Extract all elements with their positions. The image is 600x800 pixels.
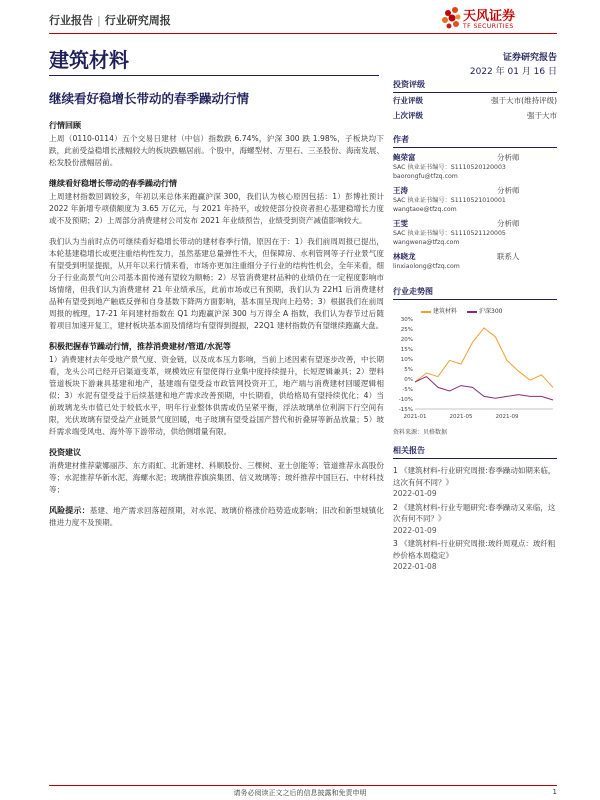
related-report-date: 2022-01-08 [393,562,437,571]
rating-previous [393,108,557,123]
related-report-title: 3 《建筑材料-行业研究周报:玻纤周观点：玻纤粗纱价格本周稳定》 [393,539,556,560]
author-role: 分析师 [497,186,520,195]
section-paragraph: 消费建材推荐蒙娜丽莎、东方雨虹、北新建材、科顺股份、三棵树、亚士创能等；管道推荐永高股份等；水泥推荐华新水泥、海螺水泥；玻璃推荐旗滨集团、信义玻璃等；玻纤推荐中国巨石、中材科技等； [49,461,384,494]
x-tick-label: 2021-01 [403,414,427,420]
author-role: 联系人 [497,252,520,261]
main-body [49,120,384,538]
series-line-building-materials [415,328,553,387]
y-tick-label: 5% [404,367,413,373]
related-report-date: 2022-01-09 [393,489,437,498]
section-heading: 继续看好稳增长带动的春季躁动行情 [49,179,177,188]
author-name-row [393,152,557,163]
rating-current-value: 强于大市(维持评级) [491,96,557,105]
report-date: 2022 年 01 月 16 日 [469,67,557,77]
y-tick-label: 10% [400,357,413,363]
author-email[interactable]: wangtaoe@tfzq.com [393,206,457,213]
section-spring-rally [49,178,384,332]
author-list [393,152,557,271]
risk-text: 基建、地产需求回落超预期，对水泥、玻璃价格涨价趋势造成影响；旧改和新型城镇化推进力度不及预期。 [49,506,385,527]
sidebar [393,76,557,575]
page-title: 建筑材料 [49,48,129,72]
author-role: 分析师 [497,153,520,162]
report-type: 证券研究报告 [502,53,557,63]
rating-previous-value: 强于大市 [527,111,557,120]
series-line-csi300 [415,377,553,400]
x-tick-label: 2021-05 [449,414,473,420]
author-email[interactable]: wangwena@tfzq.com [393,239,460,246]
author-entry [393,185,557,214]
logo-subtitle: TF SECURITIES [463,23,514,30]
section-market-review [49,120,384,169]
author-email[interactable]: baorongfu@tfzq.com [393,173,458,180]
breadcrumb [49,12,171,28]
related-report-item[interactable] [393,538,557,573]
author-name: 鲍荣富 [393,153,416,162]
chart-legend [421,306,557,315]
section-paragraph: 上周建材指数回调较多，年初以来总体来跑赢沪深 300，我们认为核心原因包括：1）彭博社预计 2022 年新增专项债额度为 3.65 万亿元，与 2021 年持平，或较使部分投资者担心基建稳增长力度或不及预期；2）上周部分消费建材公司发布 2021 年业绩预告，业绩受到资产减值影响较大。 [49,192,384,225]
footer-divider [49,785,557,786]
legend-label: 建筑材料 [433,308,458,315]
author-name: 王雯 [393,219,408,228]
rating-current [393,93,557,108]
section-risk-warning [49,505,384,529]
related-heading: 相关报告 [393,442,557,459]
section-heading: 积极把握春节躁动行情，推荐消费建材/管道/水泥等 [49,342,231,351]
authors-heading: 作者 [393,131,557,148]
footer-disclaimer: 请务必阅读正文之后的信息披露和免责申明 [233,789,367,797]
y-tick-label: -10% [398,397,413,403]
trend-chart [393,306,557,436]
section-investment-advice [49,447,384,496]
section-heading: 风险提示： [49,506,90,515]
title-divider [49,75,379,76]
author-license: SAC 执业证书编号：S1110521010001 [393,197,506,204]
author-email[interactable]: linxiaolong@tfzq.com [393,263,460,270]
section-paragraph: 我们认为当前时点仍可继续看好稳增长带动的建材春季行情，原因在于：1）我们前周周报已提出，本轮基建稳增长或更注重结构性发力，虽然基建总量弹性不大，但保障房、水利管网等子行业景气度有望受到明显提振，从开年以来行情来看，市场亦更加注重细分子行业的结构性机会，全年来看，细分子行业高景气向公司基本面传递有望较为顺畅；2）尽管消费建材品种的业绩仍在一定程度影响市场情绪，但我们认为消费建材 21 年业绩承压，此前市场或已有预期，我们认为 22H1 后消费建材品种有望受到地产触底反弹和自身基数下降两方面影响，基本面呈现向上趋势；3）根据我们在前周周报的梳理，17-21 年间建材指数在 Q1 均跑赢沪深 300 与万得全 A 指数，我们认为春节过后随着项目加速开复工，建材板块基本面及情绪均有望得到提振，22Q1 建材指数仍有望继续跑赢大盘。 [49,237,384,330]
y-tick-label: 0% [404,377,413,383]
legend-item-building-materials [421,306,457,315]
logo-name: 天风证券 [463,9,516,24]
trend-heading: 行业走势图 [393,283,557,300]
author-name-row [393,251,557,262]
page-number: 1 [552,788,557,796]
section-paragraph: 上周（0110-0114）五个交易日建材（中信）指数跌 6.74%，沪深 300 跌 1.98%，子板块均下跌，此前受益稳增长涨幅较大的板块跌幅居前。个股中，海螺型材、万里石、三圣股份、海南发展、松发股份涨幅居前。 [49,134,384,167]
author-entry [393,218,557,247]
trend-chart-svg [393,315,557,423]
report-subtitle: 继续看好稳增长带动的春季躁动行情 [49,91,250,106]
legend-item-csi300 [467,306,502,315]
rating-current-label: 行业评级 [393,96,423,105]
y-tick-label: -5% [402,387,413,393]
author-entry [393,251,557,271]
y-tick-label: -15% [398,407,413,413]
related-report-item[interactable] [393,465,557,500]
author-name: 林晓龙 [393,252,416,261]
author-name-row [393,185,557,196]
breadcrumb-weekly-report: 行业研究周报 [104,14,171,27]
author-entry [393,152,557,181]
x-tick-label: 2021-09 [495,414,519,420]
section-heading: 行情回顾 [49,121,81,130]
author-name-row [393,218,557,229]
breadcrumb-industry-report: 行业报告 [49,14,93,27]
legend-label: 沪深300 [479,308,503,315]
rating-heading: 投资评级 [393,76,557,93]
breadcrumb-separator: | [97,14,101,27]
section-heading: 投资建议 [49,448,81,457]
related-report-item[interactable] [393,502,557,537]
author-name: 王涛 [393,186,408,195]
chart-source: 资料来源：贝格数据 [393,429,448,436]
author-license: SAC 执业证书编号：S1110521120005 [393,230,506,237]
rating-previous-label: 上次评级 [393,111,423,120]
related-report-title: 2 《建筑材料-行业专题研究:春季躁动又来临，这次有何不同？》 [393,502,556,523]
y-tick-label: 20% [400,337,413,343]
related-report-date: 2022-01-09 [393,525,437,535]
author-license: SAC 执业证书编号：S1110520120003 [393,164,506,171]
author-role: 分析师 [497,219,520,228]
section-paragraph: 1）消费建材去年受地产景气度、资金链，以及成本压力影响，当前上述因素有望逐步改善，中长期看，龙头公司已经开启渠道变革，规模效应有望使得行业集中度持续提升，长短逻辑兼具；2）塑料管道板块下游兼具基建和地产，基建端有望受益市政管网投资开工，地产端与消费建材回暖逻辑相似；3）水泥有望受益于后续基建和地产需求改善预期，中长期看，供给格局有望持续优化；4）当前玻璃龙头市值已处于较低水平，明年行业整体供需或仍呈紧平衡，浮法玻璃单位利润下行空间有限，光伏玻璃有望受益产业链景气度回暖，电子玻璃有望受益国产替代和折叠屏等新品放量；5）玻纤需求端受风电、海外等下游带动，供给侧增量有限。 [49,355,384,436]
y-tick-label: 25% [400,327,413,333]
y-tick-label: 30% [400,317,413,323]
header-divider [49,33,557,34]
y-tick-label: 15% [400,347,413,353]
section-paragraph [49,505,384,529]
related-list [393,465,557,573]
section-recommendations [49,341,384,438]
related-report-title: 1 《建筑材料-行业研究周报:春季躁动如期来临，这次有何不同？》 [393,466,556,487]
